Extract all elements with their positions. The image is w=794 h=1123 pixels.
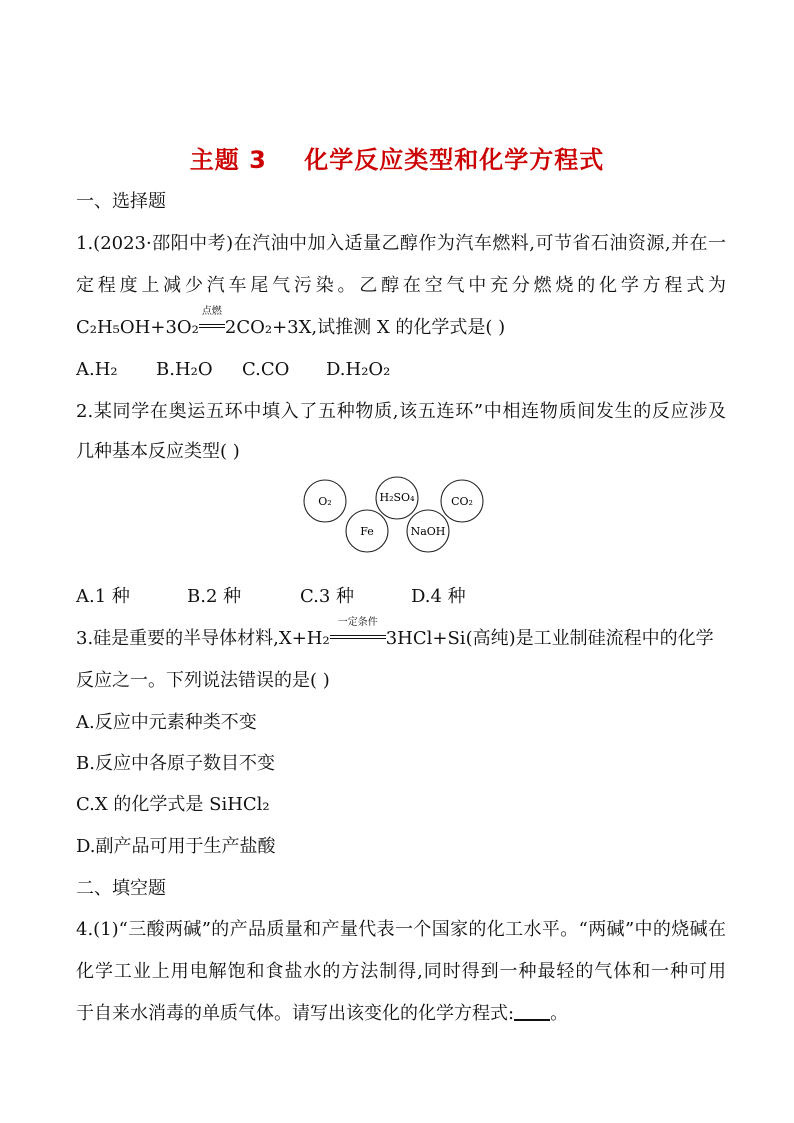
ring-label-h2so4: H₂SO₄ [379, 491, 415, 504]
q1-option-d[interactable]: D.H₂O₂ [326, 359, 391, 380]
q3-suffix: 3HCl+Si(高纯)是工业制硅流程中的化学 [385, 628, 714, 649]
ring-label-o2: O₂ [318, 495, 332, 508]
q1-option-b[interactable]: B.H₂O [156, 359, 213, 380]
q1-line2: 定程度上减少汽车尾气污染。乙醇在空气中充分燃烧的化学方程式为 [76, 275, 726, 296]
q2-options [76, 585, 726, 609]
q4-end-punct: 。 [550, 1003, 569, 1024]
q1-question-text: 试推测 X 的化学式是( ) [317, 317, 506, 338]
q3-condition: 一定条件 [337, 617, 378, 628]
ring-label-naoh: NaOH [410, 525, 446, 538]
q3-option-c[interactable]: C.X 的化学式是 SiHCl₂ [76, 794, 270, 815]
q1-option-a[interactable]: A.H₂ [76, 359, 118, 380]
q3-prefix: 3.硅是重要的半导体材料,X+H₂ [76, 628, 330, 649]
q1-reaction-arrow [199, 306, 225, 340]
q2-option-c[interactable]: C.3 种 [300, 586, 355, 607]
section-heading-fill: 二、填空题 [76, 878, 166, 899]
section-heading-choice: 一、选择题 [76, 191, 166, 212]
q4-line3 [76, 1002, 726, 1026]
q1-line1: 1.(2023·邵阳中考)在汽油中加入适量乙醇作为汽车燃料,可节省石油资源,并在一 [76, 233, 726, 254]
q4-answer-blank[interactable] [514, 1003, 550, 1021]
q2-line1: 2.某同学在奥运五环中填入了五种物质,该五连环”中相连物质间发生的反应涉及 [76, 401, 726, 422]
q2-option-d[interactable]: D.4 种 [411, 586, 466, 607]
q1-equation-line [76, 306, 726, 340]
q2-option-a[interactable]: A.1 种 [76, 586, 130, 607]
q3-line2: 反应之一。下列说法错误的是( ) [76, 670, 330, 691]
q4-line2: 化学工业上用电解饱和食盐水的方法制得,同时得到一种最轻的气体和一种可用 [76, 961, 726, 982]
q4-prompt: 于自来水消毒的单质气体。请写出该变化的化学方程式: [76, 1003, 515, 1024]
q1-options [76, 358, 726, 382]
q3-line1 [76, 617, 726, 651]
q3-option-d[interactable]: D.副产品可用于生产盐酸 [76, 836, 276, 857]
q1-equation-left: C₂H₅OH+3O₂ [76, 317, 199, 338]
q1-condition: 点燃 [201, 306, 222, 317]
q3-option-b[interactable]: B.反应中各原子数目不变 [76, 753, 275, 774]
q1-equation-right: 2CO₂+3X, [224, 317, 318, 338]
q3-reaction-arrow [330, 617, 386, 651]
q1-option-c[interactable]: C.CO [242, 359, 290, 380]
olympic-rings-diagram [300, 476, 490, 556]
ring-label-fe: Fe [360, 525, 374, 538]
ring-label-co2: CO₂ [451, 495, 473, 508]
q4-line1: 4.(1)“三酸两碱”的产品质量和产量代表一个国家的化工水平。“两碱”中的烧碱在 [76, 919, 726, 940]
q3-option-a[interactable]: A.反应中元素种类不变 [76, 712, 257, 733]
q2-option-b[interactable]: B.2 种 [187, 586, 242, 607]
page-title: 主题 3 化学反应类型和化学方程式 [189, 146, 605, 174]
q2-line2: 几种基本反应类型( ) [76, 441, 240, 462]
